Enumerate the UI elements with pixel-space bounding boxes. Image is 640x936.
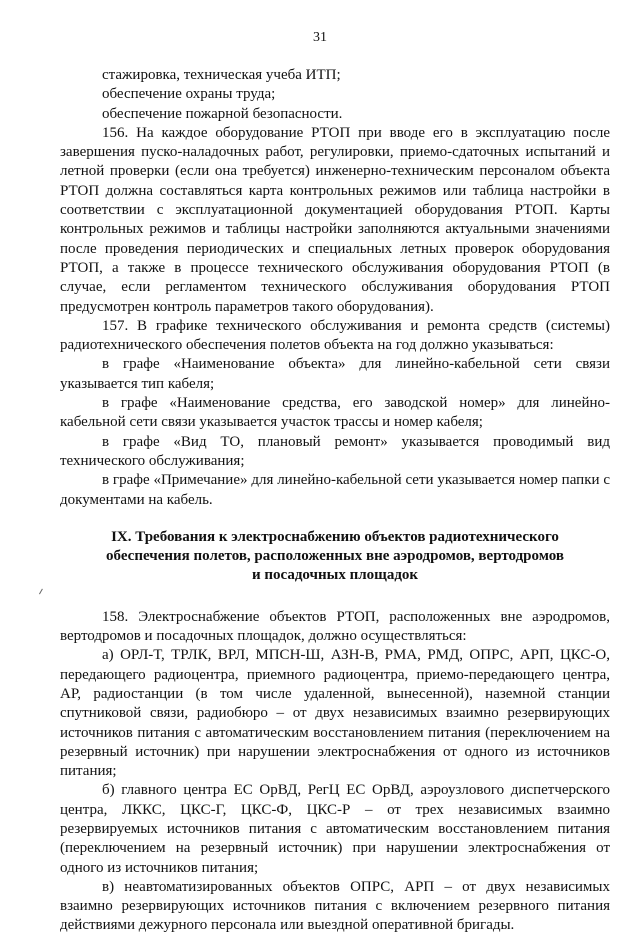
list-item: б) главного центра ЕС ОрВД, РегЦ ЕС ОрВД, аэроузлового диспетчерского центра, ЛККС, ЦКС-Г, ЦКС-Ф, ЦКС-Р – от трех независимых взаимно резервируемых источников питания с автоматическим восстановлением питания (переключением на резервный источник) при нарушении электроснабжения от одного из источников питания; bbox=[60, 782, 610, 876]
list-item: в) неавтоматизированных объектов ОПРС, АРП – от двух независимых взаимно резервирующих источников питания с включением резервного питания действиями дежурного персонала или выездной оперативной бригады. bbox=[60, 878, 610, 934]
paragraph-156: 156. На каждое оборудование РТОП при вводе его в эксплуатацию после завершения пуско-наладочных работ, регулировки, приемо-сдаточных испытаний и летной проверки (если она требуется) инженерно-техническим персоналом объекта РТОП должна составляться карта контрольных режимов или таблица настройки в соответствии с эксплуатационной документацией оборудования РТОП. Карты контрольных режимов и таблицы настройки заполняются актуальными значениями после проведения периодических и специальных летных проверок оборудования РТОП, а также в процессе технического обслуживания оборудования РТОП (в случае, если регламентом технического обслуживания оборудования РТОП предусмотрен контроль параметров такого оборудования). bbox=[60, 124, 610, 315]
list-item: а) ОРЛ-Т, ТРЛК, ВРЛ, МПСН-Ш, АЗН-В, РМА, РМД, ОПРС, АРП, ЦКС-О, передающего радиоцентра, приемного радиоцентра, приемо-передающего центра, АР, радиостанции (в том числе удаленной, вынесенной), наземной станции спутниковой связи, радиобюро – от двух независимых взаимно резервирующих источников питания с автоматическим восстановлением питания (переключением на резервный источник) при нарушении электроснабжения от одного из источников питания; bbox=[60, 647, 610, 780]
section-heading: IX. Требования к электроснабжению объектов радиотехнического обеспечения полетов, расположенных вне аэродромов, вертодромов и посадочных площадок bbox=[106, 528, 564, 584]
list-item: обеспечение охраны труда; bbox=[102, 86, 276, 103]
list-item: в графе «Наименование средства, его заводской номер» для линейно-кабельной сети связи указывается участок трассы и номер кабеля; bbox=[60, 395, 610, 431]
document-body bbox=[60, 66, 610, 936]
margin-pen-mark bbox=[39, 589, 48, 598]
list-item: в графе «Примечание» для линейно-кабельной сети указывается номер папки с документами на кабель. bbox=[60, 472, 610, 508]
list-item: в графе «Наименование объекта» для линейно-кабельной сети связи указывается тип кабеля; bbox=[60, 356, 610, 392]
list-item: стажировка, техническая учеба ИТП; bbox=[102, 67, 341, 83]
paragraph-157: 157. В графике технического обслуживания и ремонта средств (системы) радиотехнического обеспечения полетов объекта на год должно указываться: bbox=[60, 317, 610, 354]
list-item: в графе «Вид ТО, плановый ремонт» указывается проводимый вид технического обслуживания; bbox=[60, 433, 610, 469]
paragraph-158: 158. Электроснабжение объектов РТОП, расположенных вне аэродромов, вертодромов и посадочных площадок, должно осуществляться: bbox=[60, 608, 610, 645]
list-item: обеспечение пожарной безопасности. bbox=[102, 105, 343, 122]
page-number: 31 bbox=[313, 30, 327, 45]
